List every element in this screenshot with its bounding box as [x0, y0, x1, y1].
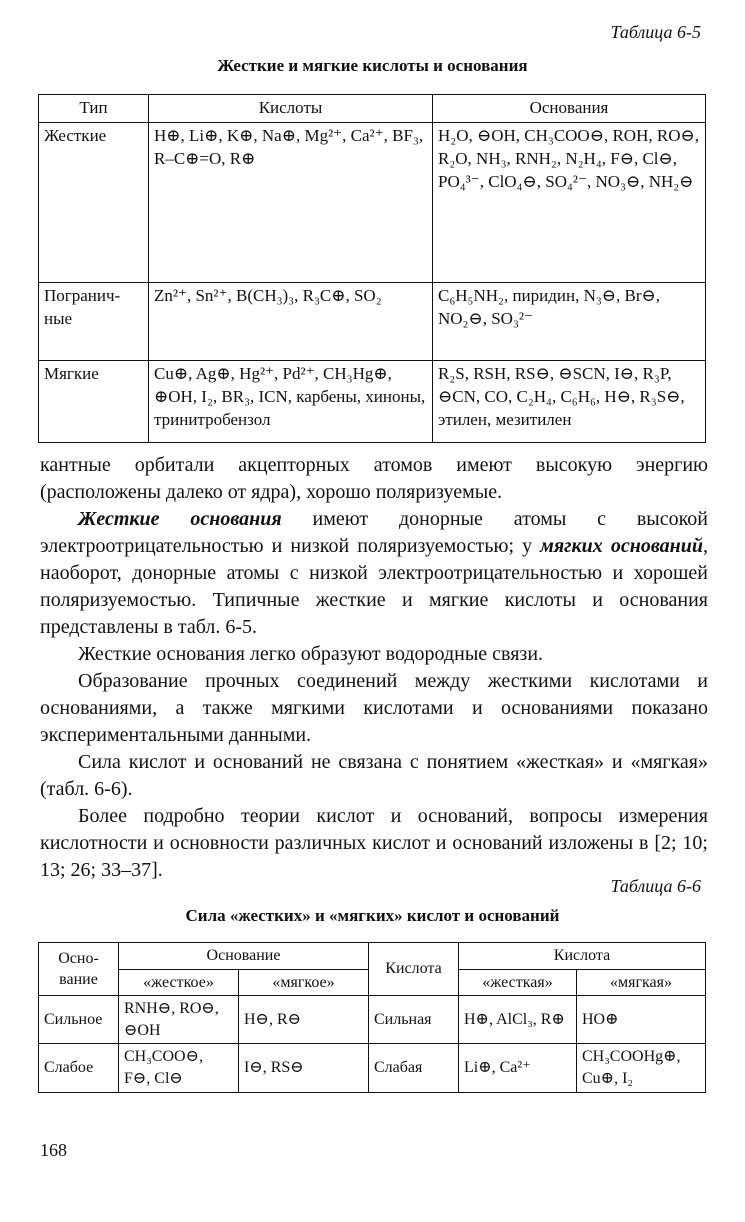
row-type: Жесткие — [39, 122, 149, 282]
term-soft-bases: мягких оснований — [540, 535, 703, 557]
column-header-bases: Основания — [433, 95, 706, 123]
column-header-hard-acid: «жесткая» — [459, 969, 577, 996]
row-bases: H₂O, ⊖OH, CH₃COO⊖, ROH, RO⊖, R₂O, NH₃, RNH₂, N₂H₄, F⊖, Cl⊖, PO₄³⁻, ClO₄⊖, SO₄²⁻, NO₃⊖, NH₂⊖ — [433, 122, 706, 282]
table1-title: Жесткие и мягкие кислоты и основания — [217, 56, 528, 75]
table-row — [39, 1044, 706, 1092]
column-header-soft-acid: «мягкая» — [577, 969, 706, 996]
paragraph: Образование прочных соединений между жесткими кислотами и основаниями, а также мягкими кислотами и основаниями показано экспериментальными данными. — [40, 670, 708, 746]
column-header-soft-base: «мягкое» — [239, 969, 369, 996]
table-row — [39, 996, 706, 1044]
row-bases: R₂S, RSH, RS⊖, ⊖SCN, I⊖, R₃P, ⊖CN, CO, C₂H₄, C₆H₆, H⊖, R₃S⊖, этилен, мезитилен — [433, 360, 706, 442]
table2-caption: Таблица 6-6 — [610, 876, 701, 896]
table-header-row — [39, 943, 706, 970]
table-row — [39, 360, 706, 442]
table-row — [39, 282, 706, 360]
body-text — [40, 452, 708, 884]
paragraph — [40, 506, 708, 641]
row-type: Погранич-ные — [39, 282, 149, 360]
row-acids: H⊕, Li⊕, K⊕, Na⊕, Mg²⁺, Ca²⁺, BF₃, R–C⊕=O, R⊕ — [149, 122, 433, 282]
column-header-base: Основание — [119, 943, 369, 970]
cell-hard-base: RNH⊖, RO⊖, ⊖OH — [119, 996, 239, 1044]
term-hard-bases: Жесткие основания — [78, 508, 282, 530]
paragraph: Сила кислот и оснований не связана с понятием «жесткая» и «мягкая» (табл. 6-6). — [40, 751, 708, 800]
cell-soft-base: H⊖, R⊖ — [239, 996, 369, 1044]
row-bases: C₆H₅NH₂, пиридин, N₃⊖, Br⊖, NO₂⊖, SO₃²⁻ — [433, 282, 706, 360]
cell-hard-acid: H⊕, AlCl₃, R⊕ — [459, 996, 577, 1044]
column-header-acids: Кислоты — [149, 95, 433, 123]
table2-title: Сила «жестких» и «мягких» кислот и оснований — [185, 906, 560, 925]
table1-caption: Таблица 6-5 — [610, 22, 701, 42]
paragraph-text: , наоборот, донорные атомы с низкой электроотрицательностью и хорошей поляризуемостью. Типичные жесткие и мягкие кислоты и основания представлены в табл. 6-5. — [40, 535, 708, 638]
cell-hard-base: CH₃COO⊖, F⊖, Cl⊖ — [119, 1044, 239, 1092]
column-header-acid: Кислота — [459, 943, 706, 970]
cell-base-strength: Слабое — [39, 1044, 119, 1092]
paragraph: Более подробно теории кислот и оснований, вопросы измерения кислотности и основности различных кислот и оснований изложены в [2; 10; 13; 26; 33–37]. — [40, 805, 708, 881]
paragraph: Жесткие основания легко образуют водородные связи. — [78, 643, 544, 665]
column-header-base-strength: Осно-вание — [39, 943, 119, 996]
page-number: 168 — [40, 1140, 67, 1160]
table-row — [39, 122, 706, 282]
cell-soft-acid: CH₃COOHg⊕, Cu⊕, I₂ — [577, 1044, 706, 1092]
hard-soft-table — [38, 94, 706, 443]
cell-acid-strength: Слабая — [369, 1044, 459, 1092]
cell-acid-strength: Сильная — [369, 996, 459, 1044]
row-acids: Cu⊕, Ag⊕, Hg²⁺, Pd²⁺, CH₃Hg⊕, ⊕OH, I₂, BR₃, ICN, карбены, хиноны, тринитробензол — [149, 360, 433, 442]
column-header-type: Тип — [39, 95, 149, 123]
row-acids: Zn²⁺, Sn²⁺, B(CH₃)₃, R₃C⊕, SO₂ — [149, 282, 433, 360]
paragraph: кантные орбитали акцепторных атомов имеют высокую энергию (расположены далеко от ядра), хорошо поляризуемые. — [40, 454, 708, 503]
paragraph-text: имеют донорные атомы с высокой электроотрицательностью и низкой поляризуемостью; у — [40, 508, 708, 557]
cell-base-strength: Сильное — [39, 996, 119, 1044]
cell-soft-base: I⊖, RS⊖ — [239, 1044, 369, 1092]
table-header-row — [39, 95, 706, 123]
column-header-hard-base: «жесткое» — [119, 969, 239, 996]
strength-table — [38, 942, 706, 1093]
column-header-acid-strength: Кислота — [369, 943, 459, 996]
row-type: Мягкие — [39, 360, 149, 442]
cell-hard-acid: Li⊕, Ca²⁺ — [459, 1044, 577, 1092]
cell-soft-acid: HO⊕ — [577, 996, 706, 1044]
